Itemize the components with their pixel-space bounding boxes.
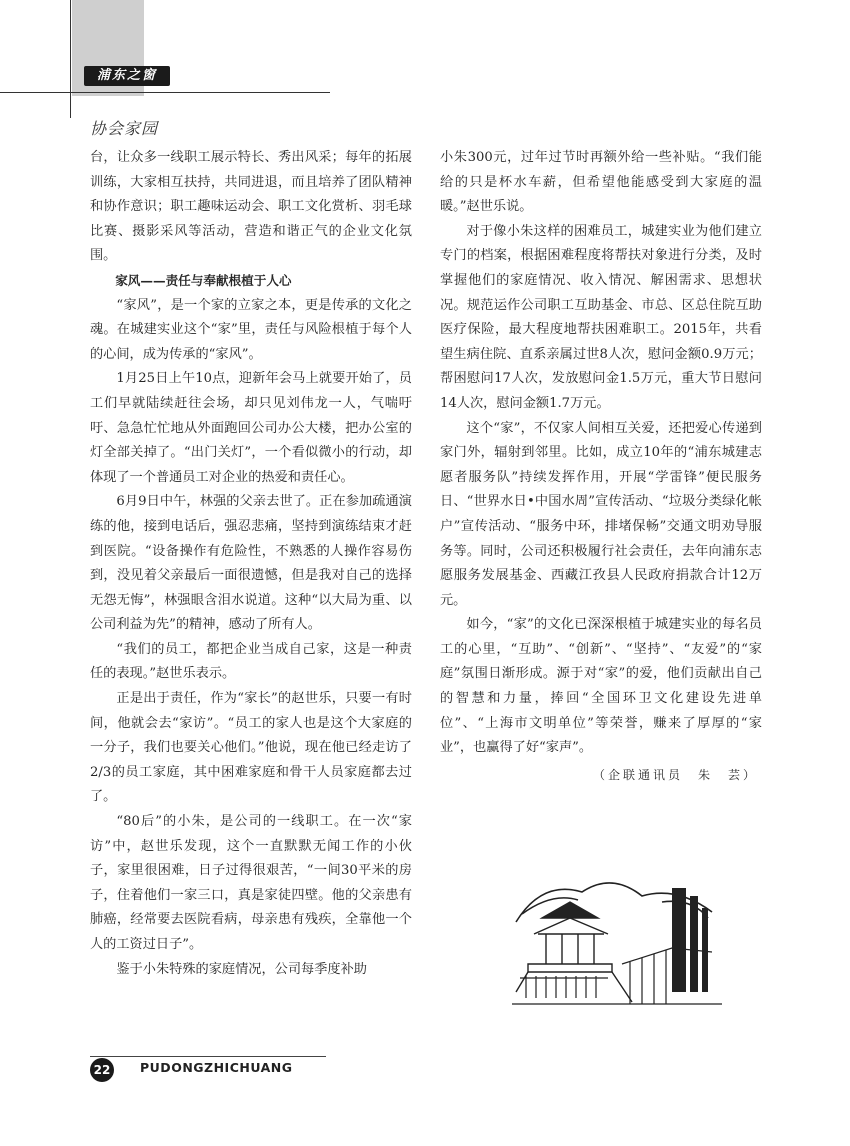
paragraph: 如今，“家”的文化已深深根植于城建实业的每名员工的心里，“互助”、“创新”、“坚持”、“友爱”的“家庭”氛围日渐形成。源于对“家”的爱，他们贡献出自己的智慧和力量，捧回“全国环卫文化建设先进单位”、“上海市文明单位”等荣誉，赚来了厚厚的“家业”，也赢得了好“家声”。 <box>440 617 762 756</box>
paragraph: 这个“家”，不仅家人间相互关爱，还把爱心传递到家门外，辐射到邻里。比如，成立10年的“浦东城建志愿者服务队”持续发挥作用，开展“学雷锋”便民服务日、“世界水日•中国水周”宣传活动、“垃圾分类绿化帐户”宣传活动、“服务中环，排堵保畅”交通文明劝导服务等。同时，公司还积极履行社会责任，去年向浦东志愿服务发展基金、西藏江孜县人民政府捐款合计12万元。 <box>440 420 762 608</box>
magazine-name: PUDONGZHICHUANG <box>140 1060 293 1075</box>
header-vertical-rule <box>70 0 71 118</box>
paragraph: 正是出于责任，作为“家长”的赵世乐，只要一有时间，他就会去“家访”。“员工的家人也是这个大家庭的一分子，我们也要关心他们。”他说，现在他已经走访了2/3的员工家庭，其中困难家庭和骨干人员家庭都去过了。 <box>90 691 412 805</box>
footer-rule <box>90 1056 326 1057</box>
right-column <box>440 146 762 787</box>
paragraph: “我们的员工，都把企业当成自己家，这是一种责任的表现。”赵世乐表示。 <box>90 641 412 682</box>
left-column <box>90 146 412 982</box>
section-title: 协会家园 <box>90 119 159 138</box>
paragraph: 鉴于小朱特殊的家庭情况，公司每季度补助 <box>116 961 367 977</box>
paragraph: 1月25日上午10点，迎新年会马上就要开始了，员工们早就陆续赶往会场，却只见刘伟龙一人，气喘吁吁、急急忙忙地从外面跑回公司办公大楼，把办公室的灯全部关掉了。“出门关灯”，一个看似微小的行动，却体现了一个普通员工对企业的热爱和责任心。 <box>90 371 412 485</box>
paragraph: 6月9日中午，林强的父亲去世了。正在参加疏通演练的他，接到电话后，强忍悲痛，坚持到演练结束才赶到医院。“设备操作有危险性，不熟悉的人操作容易伤到，没见着父亲最后一面很遗憾，但是我对自己的选择无怨无悔”，林强眼含泪水说道。这种“以大局为重、以公司利益为先”的精神，感动了所有人。 <box>90 494 412 633</box>
paragraph: 小朱300元，过年过节时再额外给一些补贴。“我们能给的只是杯水车薪，但希望他能感受到大家庭的温暖。”赵世乐说。 <box>440 150 762 215</box>
page-number: 22 <box>90 1058 114 1082</box>
magazine-logo: 浦东之窗 <box>84 66 170 86</box>
paragraph: “家风”，是一个家的立家之本，更是传承的文化之魂。在城建实业这个“家”里，责任与风险根植于每个人的心间，成为传承的“家风”。 <box>90 297 412 362</box>
author-credit: （企联通讯员 朱 芸） <box>592 767 758 782</box>
subheading: 家风——责任与奉献根植于人心 <box>115 272 292 288</box>
paragraph: 对于像小朱这样的困难员工，城建实业为他们建立专门的档案，根据困难程度将帮扶对象进行分类，及时掌握他们的家庭情况、收入情况、解困需求、思想状况。规范运作公司职工互助基金、市总、区总住院互助医疗保险，最大程度地帮扶困难职工。2015年，共看望生病住院、直系亲属过世8人次，慰问金额0.9万元；帮困慰问17人次，发放慰问金1.5万元，重大节日慰问14人次，慰问金额1.7万元。 <box>440 223 762 411</box>
pavilion-illustration <box>512 852 722 1008</box>
header-horizontal-rule <box>0 92 330 93</box>
paragraph: “80后”的小朱，是公司的一线职工。在一次“家访”中，赵世乐发现，这个一直默默无闻工作的小伙子，家里很困难，日子过得很艰苦，“一间30平米的房子，住着他们一家三口，真是家徒四壁。他的父亲患有肺癌，经常要去医院看病，母亲患有残疾，全靠他一个人的工资过日子”。 <box>90 814 412 952</box>
paragraph: 台，让众多一线职工展示特长、秀出风采；每年的拓展训练，大家相互扶持，共同进退，而且培养了团队精神和协作意识；职工趣味运动会、职工文化赏析、羽毛球比赛、摄影采风等活动，营造和谐正气的企业文化氛围。 <box>90 150 412 264</box>
